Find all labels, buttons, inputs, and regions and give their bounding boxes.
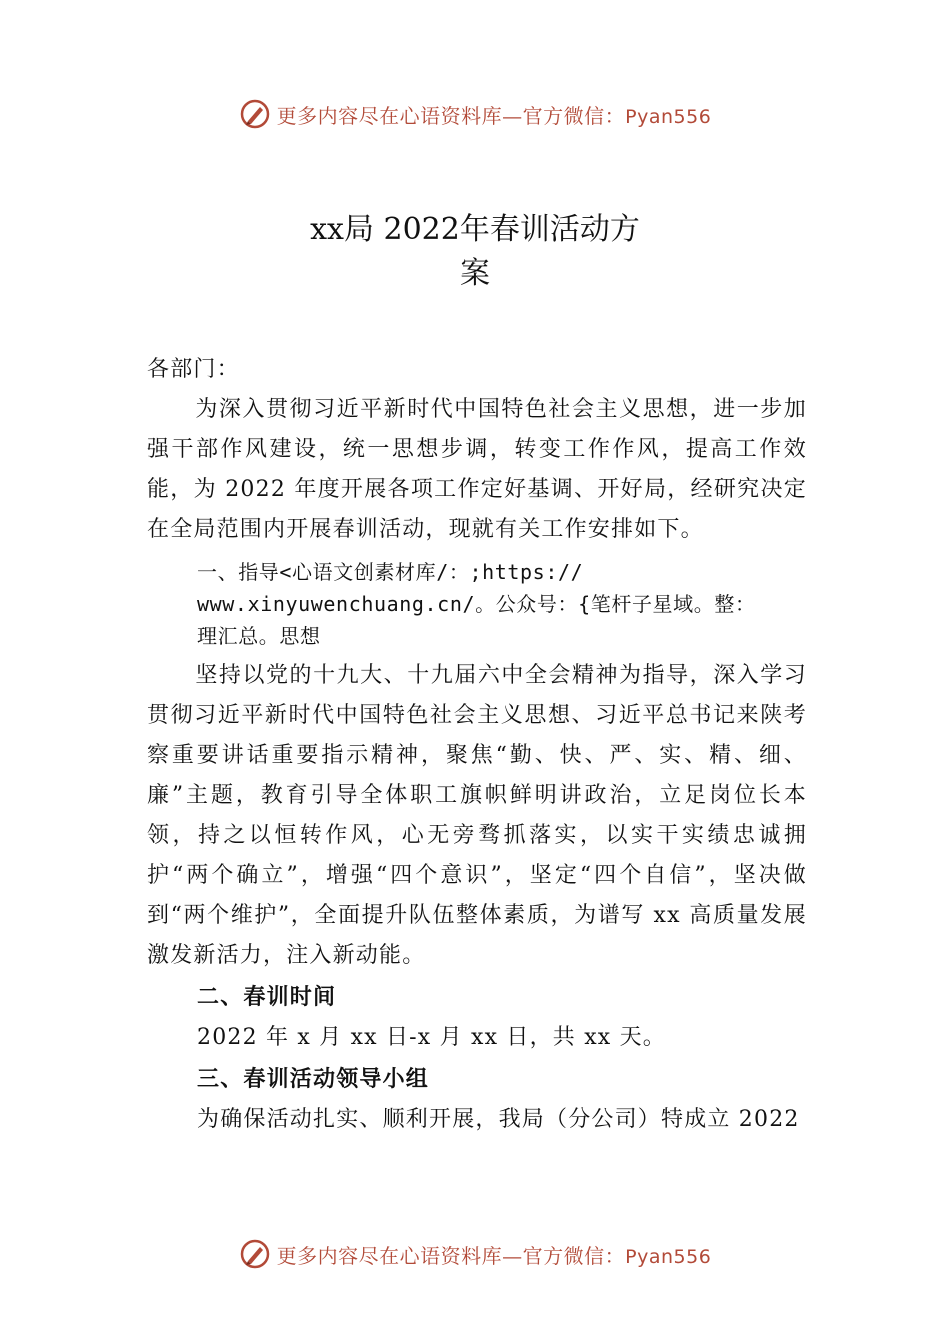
section-1-paragraph: 坚持以党的十九大、十九届六中全会精神为指导，深入学习贯彻习近平新时代中国特色社会主义思想、习近平总书记来陕考察重要讲话重要指示精神，聚焦“勤、快、严、实、精、细、廉”主题，教育引导全体职工旗帜鲜明讲政治，立足岗位长本领，持之以恒转作风，心无旁骛抓落实，以实干实绩忠诚拥护“两个确立”，增强“四个意识”，坚定“四个自信”，坚决做到“两个维护”，全面提升队伍整体素质，为谱写 xx 高质量发展激发新活力，注入新动能。: [147, 663, 807, 968]
pen-logo-icon: [239, 98, 271, 130]
title-line-1: xx局 2022年春训活动方: [310, 212, 640, 247]
watermark-text: 更多内容尽在心语资料库—官方微信：Pyan556: [276, 1243, 712, 1268]
title-line-2: 案: [460, 256, 490, 291]
watermark-banner-top: [0, 94, 950, 134]
document-title: [0, 208, 950, 296]
pen-logo-icon: [239, 1238, 271, 1270]
section-3-paragraph: 为确保活动扎实、顺利开展，我局（分公司）特成立 2022: [197, 1107, 800, 1132]
section-2-heading: 二、春训时间: [197, 985, 337, 1010]
watermark-banner-bottom: [0, 1234, 950, 1274]
salutation: 各部门：: [147, 357, 240, 382]
document-body: [147, 350, 807, 1140]
section-1-heading: 一、指导<心语文创素材库/：;https:// www.xinyuwenchuang.cn/。公众号：{笔杆子星域。整： 理汇总。思想: [197, 560, 756, 648]
section-2-paragraph: 2022 年 x 月 xx 日-x 月 xx 日，共 xx 天。: [197, 1025, 667, 1050]
intro-paragraph: 为深入贯彻习近平新时代中国特色社会主义思想，进一步加强干部作风建设，统一思想步调，转变工作作风，提高工作效能，为 2022 年度开展各项工作定好基调、开好局，经研究决定在全局范围内开展春训活动，现就有关工作安排如下。: [147, 397, 807, 542]
watermark-text: 更多内容尽在心语资料库—官方微信：Pyan556: [276, 103, 712, 128]
section-3-heading: 三、春训活动领导小组: [197, 1067, 430, 1092]
